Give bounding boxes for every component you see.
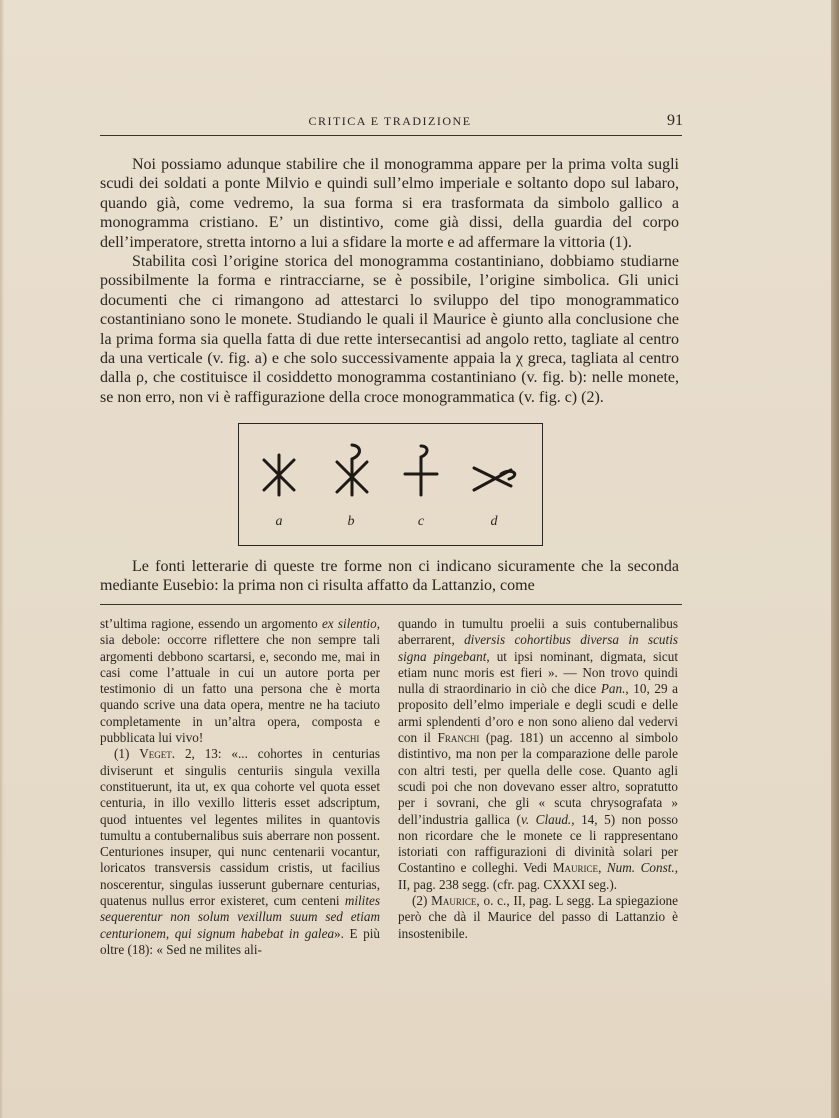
footnote-2: (2) Maurice, o. c., II, pag. L segg. La spiegazione però che dà il Maurice del passo di Lattanzio è insostenibile. [398,893,678,941]
monogram-a-drawing [264,455,294,495]
footnotes-rule [100,604,682,605]
paragraph-1: Noi possiamo adunque stabilire che il monogramma appare per la prima volta sugli scudi dei soldati a ponte Milvio e quindi sull’elmo imperiale e soltanto dopo sul labaro, quando già, come vedremo, la sua forma si era trasformata da simbolo gallico a monogramma cristiano. E’ un distintivo, come già dissi, della guardia del corpo dell’imperatore, stretta intorno a lui a sfidare la morte e ad affermare la vittoria (1). [100,156,679,251]
footnote-1-continued: quando in tumultu proelii a suis contubernalibus aberrarent, diversis cohortibus diversa in scutis signa pingebant, ut ipsi nominant, digmata, sicut etiam nunc moris est fieri ». — Non trovo quindi nulla di straordinario in ciò che dice Pan., 10, 29 a proposito dell’elmo imperiale e degli scudi e delle armi splendenti d’oro e non sono alieno dal vedervi con il Franchi (pag. 181) un accenno al simbolo distintivo, ma non per la comparazione delle parole con altri testi, per quella delle cose. Quanto agli scudi poi che non dovevano esser altro, sopratutto per i sovrani, che gli « scuta chrysografata » dell’industria gallica (v. Claud., 14, 5) non posso non ricordare che le monete ce li rappresentano istoriati con raffigurazioni di divinità solari per Costantino e colleghi. Vedi Maurice, Num. Const., II, pag. 238 segg. (cfr. pag. CXXXI seg.). [398,616,679,892]
figure-label-c: c [417,514,425,529]
page-left-edge [0,0,4,1118]
monogram-c-drawing [405,446,437,495]
figure-label-a: a [275,514,283,529]
paragraph-3: Le fonti letterarie di queste tre forme non ci indicano sicuramente che la seconda mediante Eusebio: la prima non ci risulta affatto da Lattanzio, come [100,558,679,595]
footnotes-left-column [100,616,380,958]
running-head: CRITICA E TRADIZIONE [308,114,472,128]
monogram-b-drawing [337,445,367,495]
footnotes-right-column [398,616,678,942]
monogram-d-drawing [474,468,515,490]
header-rule [100,135,682,136]
note-continuation: st’ultima ragione, essendo un argomento ex silentio, sia debole: occorre riflettere che non sempre tali argomenti debbono scartarsi, e, secondo me, mai in casi come l’attuale in cui un autore porta per testimonio di un fatto una persona che è morta quando scrive una data opera, mentre ne ha taciuto completamente in un’altra opera, composta e pubblicata lui vivo! [100,616,380,746]
main-text-continued [100,557,679,596]
page-right-edge [831,0,839,1118]
figure-label-d: d [490,514,498,529]
monogram-figure [238,423,543,546]
page-number: 91 [667,112,683,129]
figure-label-b: b [347,514,355,529]
main-text [100,155,679,407]
footnote-1: (1) Veget. 2, 13: «... cohortes in centurias diviserunt et singulis centuriis singula vexilla constituerunt, ita ut, ex qua cohorte vel quota esset centuria, in illo vexillo litteris esset adscriptum, quod intuentes vel legentes milites in quantovis tumultu a contubernalibus suis aberrare non possent. Centuriones insuper, qui nunc centenarii vocantur, loricatos transversis cassidum cristis, ut facilius noscerentur, singulas iusserunt gubernare centurias, quatenus nullus error existeret, cum centeni milites sequerentur non solum vexillum suum sed etiam centurionem, qui signum habebat in galea». E più oltre (18): « Sed ne milites ali- [100,746,380,957]
paragraph-2: Stabilita così l’origine storica del monogramma costantiniano, dobbiamo studiarne possibilmente la forma e rintracciarne, se è possibile, l’origine simbolica. Gli unici documenti che ci rimangono ad attestarci lo sviluppo del tipo monogrammatico costantiniano sono le monete. Studiando le quali il Maurice è giunto alla conclusione che la prima forma sia quella fatta di due rette intersecantisi ad angolo retto, tagliate al centro da una verticale (v. fig. a) e che solo successivamente appaia la χ greca, tagliata al centro dalla ρ, che costituisce il cosiddetto monogramma costantiniano (v. fig. b): nelle monete, se non erro, non vi è raffigurazione della croce monogrammatica (v. fig. c) (2). [100,253,679,406]
